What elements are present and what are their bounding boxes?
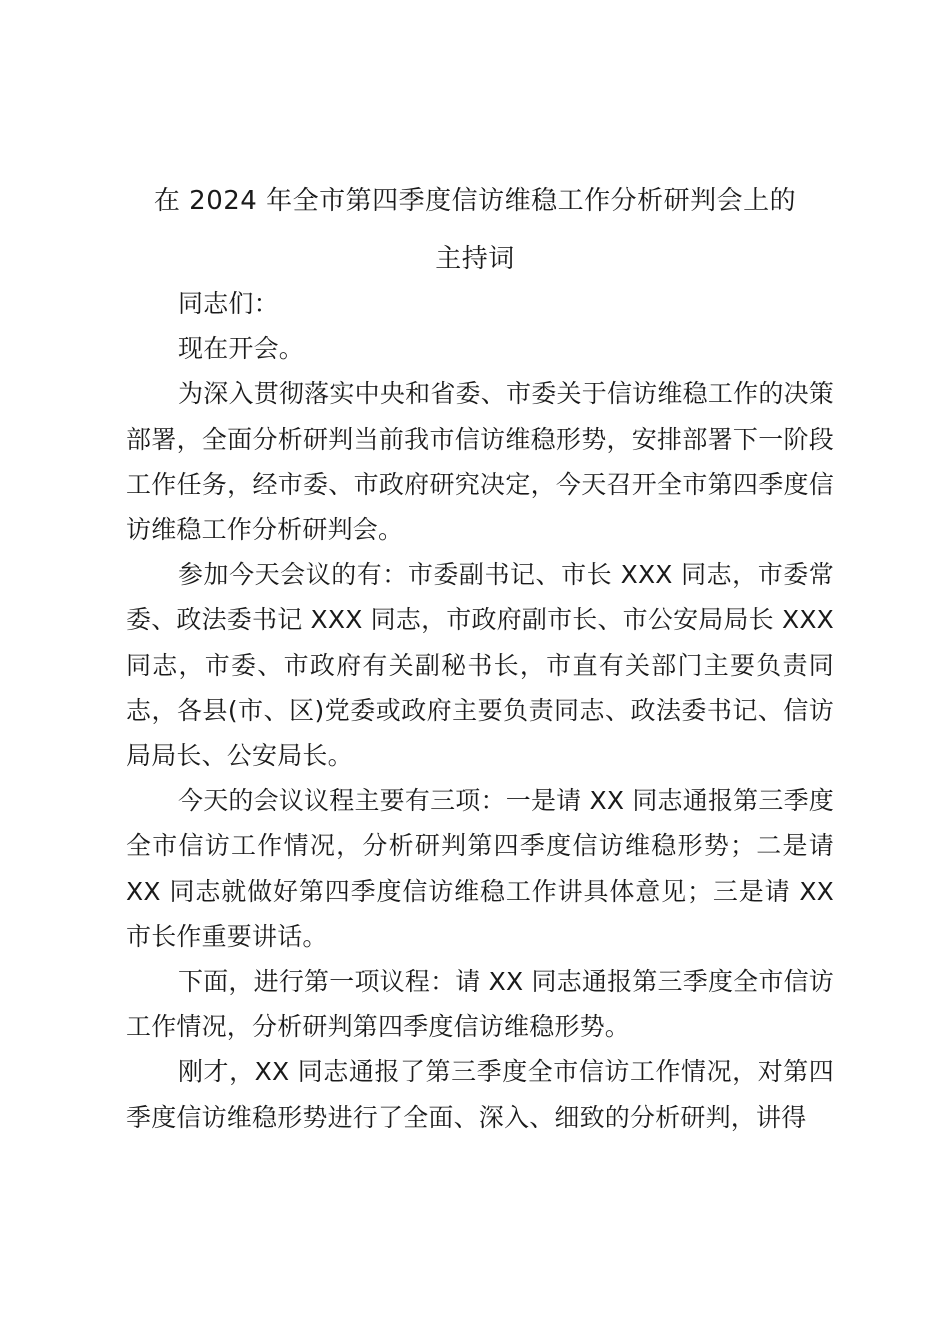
document-body <box>126 281 834 1140</box>
paragraph-agenda: 今天的会议议程主要有三项：一是请 XX 同志通报第三季度全市信访工作情况，分析研判第四季度信访维稳形势；二是请 XX 同志就做好第四季度信访维稳工作讲具体意见；三是请 XX 市长作重要讲话。 <box>126 786 834 951</box>
paragraph-first-item: 下面，进行第一项议程：请 XX 同志通报第三季度全市信访工作情况，分析研判第四季度信访维稳形势。 <box>126 967 834 1042</box>
title-line-1: 在 2024 年全市第四季度信访维稳工作分析研判会上的 <box>153 186 797 216</box>
paragraph-salutation: 同志们： <box>178 289 279 318</box>
paragraph-attendees: 参加今天会议的有：市委副书记、市长 XXX 同志，市委常委、政法委书记 XXX 同志，市政府副市长、市公安局局长 XXX 同志，市委、市政府有关副秘书长，市直有关部门主要负责同志，各县(市、区)党委或政府主要负责同志、政法委书记、信访局局长、公安局长。 <box>126 560 835 771</box>
title-line-2: 主持词 <box>435 244 515 274</box>
paragraph-opening: 现在开会。 <box>178 334 305 364</box>
paragraph-purpose: 为深入贯彻落实中央和省委、市委关于信访维稳工作的决策部署，全面分析研判当前我市信访维稳形势，安排部署下一阶段工作任务，经市委、市政府研究决定，今天召开全市第四季度信访维稳工作分析研判会。 <box>126 379 834 545</box>
paragraph-summary: 刚才，XX 同志通报了第三季度全市信访工作情况，对第四季度信访维稳形势进行了全面、深入、细致的分析研判，讲得 <box>126 1057 834 1132</box>
document-title <box>110 172 840 288</box>
